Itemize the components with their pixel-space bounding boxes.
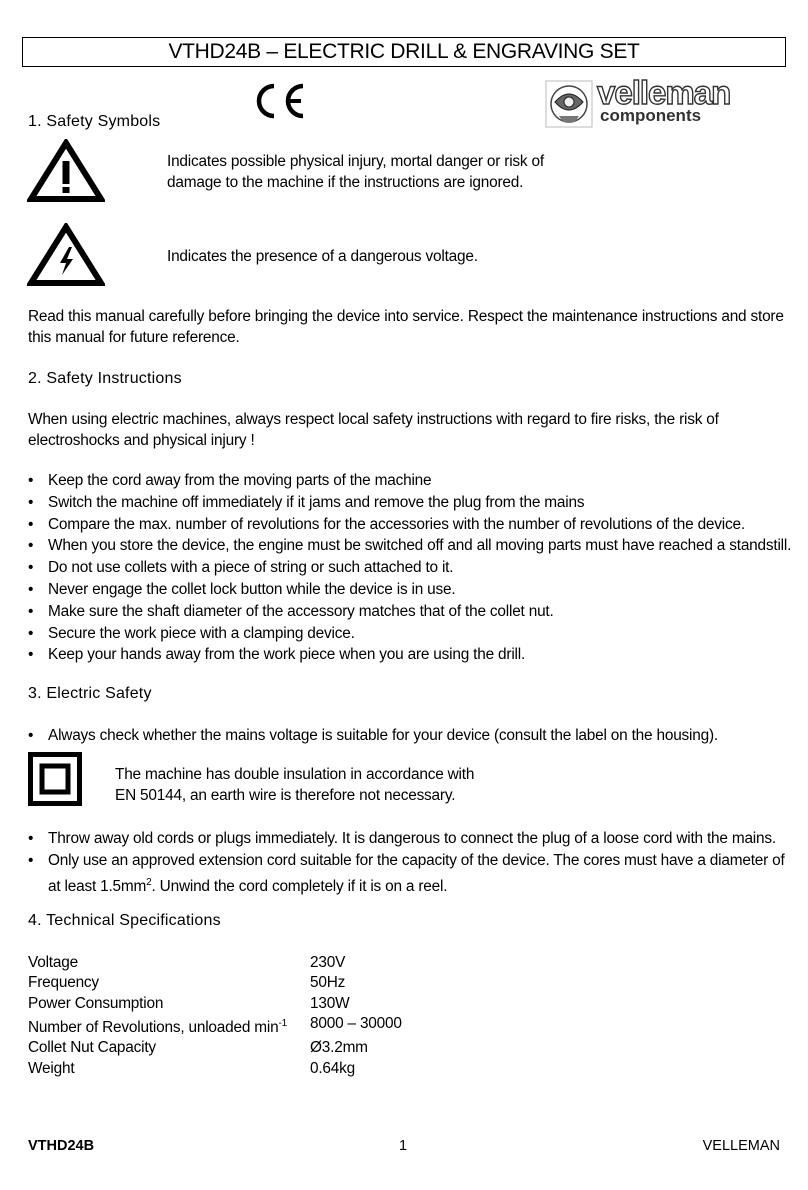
safety-instructions-list	[28, 470, 791, 666]
brand-sub: components	[600, 106, 702, 125]
insulation-description	[115, 764, 474, 806]
section-1-heading: 1. Safety Symbols	[28, 113, 161, 130]
safety-intro-line-2: electroshocks and physical injury !	[28, 432, 255, 449]
spec-label: Collet Nut Capacity	[28, 1039, 156, 1057]
spec-row-collet	[28, 1038, 402, 1058]
warning-text-line-1: Indicates possible physical injury, mortal danger or risk of	[167, 153, 544, 170]
list-item: • Do not use collets with a piece of string or such attached to it.	[28, 557, 791, 579]
list-item: • Switch the machine off immediately if it jams and remove the plug from the mains	[28, 492, 791, 514]
spec-row-weight	[28, 1059, 402, 1079]
list-item: • Never engage the collet lock button while the device is in use.	[28, 579, 791, 601]
list-item	[28, 850, 785, 898]
voltage-description: Indicates the presence of a dangerous voltage.	[167, 248, 478, 265]
spec-row-frequency	[28, 973, 402, 993]
brand-name: velleman	[597, 74, 731, 111]
extension-cord-line-1: Only use an approved extension cord suitable for the capacity of the device. The cores must have a diameter of	[48, 851, 785, 869]
insulation-text-line-1: The machine has double insulation in accordance with	[115, 766, 475, 783]
spec-row-revolutions	[28, 1014, 402, 1038]
page-title: VTHD24B – ELECTRIC DRILL & ENGRAVING SET	[168, 40, 640, 63]
spec-row-voltage	[28, 953, 402, 973]
list-item: • Always check whether the mains voltage is suitable for your device (consult the label on the housing).	[28, 725, 718, 747]
extension-cord-line-2a: at least 1.5mm	[48, 877, 147, 895]
list-item: • Throw away old cords or plugs immediately. It is dangerous to connect the plug of a loose cord with the mains.	[28, 828, 785, 850]
squared-superscript: 2	[146, 876, 152, 888]
list-item: • Keep your hands away from the work piece when you are using the drill.	[28, 644, 791, 666]
spec-value: 0.64kg	[310, 1059, 356, 1077]
section-4-heading: 4. Technical Specifications	[28, 912, 221, 929]
read-manual-line-2: this manual for future reference.	[28, 329, 240, 346]
spec-label-superscript: -1	[278, 1017, 288, 1029]
read-manual-line-1: Read this manual carefully before bringing the device into service. Respect the maintenance instructions and store	[28, 308, 784, 325]
footer-model: VTHD24B	[28, 1138, 95, 1154]
spec-label: Voltage	[28, 954, 78, 971]
electric-safety-list-top	[28, 725, 718, 747]
list-item: • Compare the max. number of revolutions for the accessories with the number of revolutions of the device.	[28, 514, 791, 536]
high-voltage-triangle-icon	[27, 223, 105, 287]
page-title-box	[22, 37, 786, 67]
spec-label: Frequency	[28, 974, 99, 992]
warning-description	[167, 151, 544, 193]
insulation-text-line-2: EN 50144, an earth wire is therefore not necessary.	[115, 787, 456, 804]
section-2-heading: 2. Safety Instructions	[28, 370, 182, 387]
electric-safety-list-bottom	[28, 828, 785, 898]
list-item: • Keep the cord away from the moving parts of the machine	[28, 470, 791, 492]
safety-intro-line-1: When using electric machines, always respect local safety instructions with regard to fire risks, the risk of	[28, 411, 719, 428]
spec-label-wrap	[28, 1014, 310, 1038]
spec-label: Power Consumption	[28, 994, 164, 1012]
spec-label: Number of Revolutions, unloaded min	[28, 1019, 279, 1037]
velleman-emblem-icon	[545, 80, 593, 128]
double-insulation-icon	[28, 752, 82, 806]
footer-brand: VELLEMAN	[702, 1138, 780, 1154]
spec-value: 130W	[310, 994, 350, 1012]
spec-value: Ø3.2mm	[310, 1039, 368, 1057]
spec-label: Weight	[28, 1059, 75, 1077]
read-manual-paragraph	[28, 306, 788, 348]
list-item: • Secure the work piece with a clamping device.	[28, 623, 791, 645]
list-item: • Make sure the shaft diameter of the accessory matches that of the collet nut.	[28, 601, 791, 623]
footer-page-number: 1	[399, 1138, 408, 1154]
extension-cord-line-2b: . Unwind the cord completely if it is on a reel.	[151, 877, 448, 895]
spec-row-power	[28, 994, 402, 1014]
warning-text-line-2: damage to the machine if the instructions are ignored.	[167, 174, 524, 191]
section-3-heading: 3. Electric Safety	[28, 685, 152, 702]
spec-value: 50Hz	[310, 974, 346, 992]
safety-intro-paragraph	[28, 409, 788, 451]
warning-triangle-icon	[27, 139, 105, 203]
spec-value: 230V	[310, 954, 346, 971]
list-item: • When you store the device, the engine must be switched off and all moving parts must have reached a standstill.	[28, 535, 791, 557]
spec-value: 8000 – 30000	[310, 1014, 402, 1032]
velleman-logo	[545, 74, 753, 130]
ce-mark-icon	[250, 82, 308, 120]
technical-specifications-table	[28, 953, 402, 1079]
